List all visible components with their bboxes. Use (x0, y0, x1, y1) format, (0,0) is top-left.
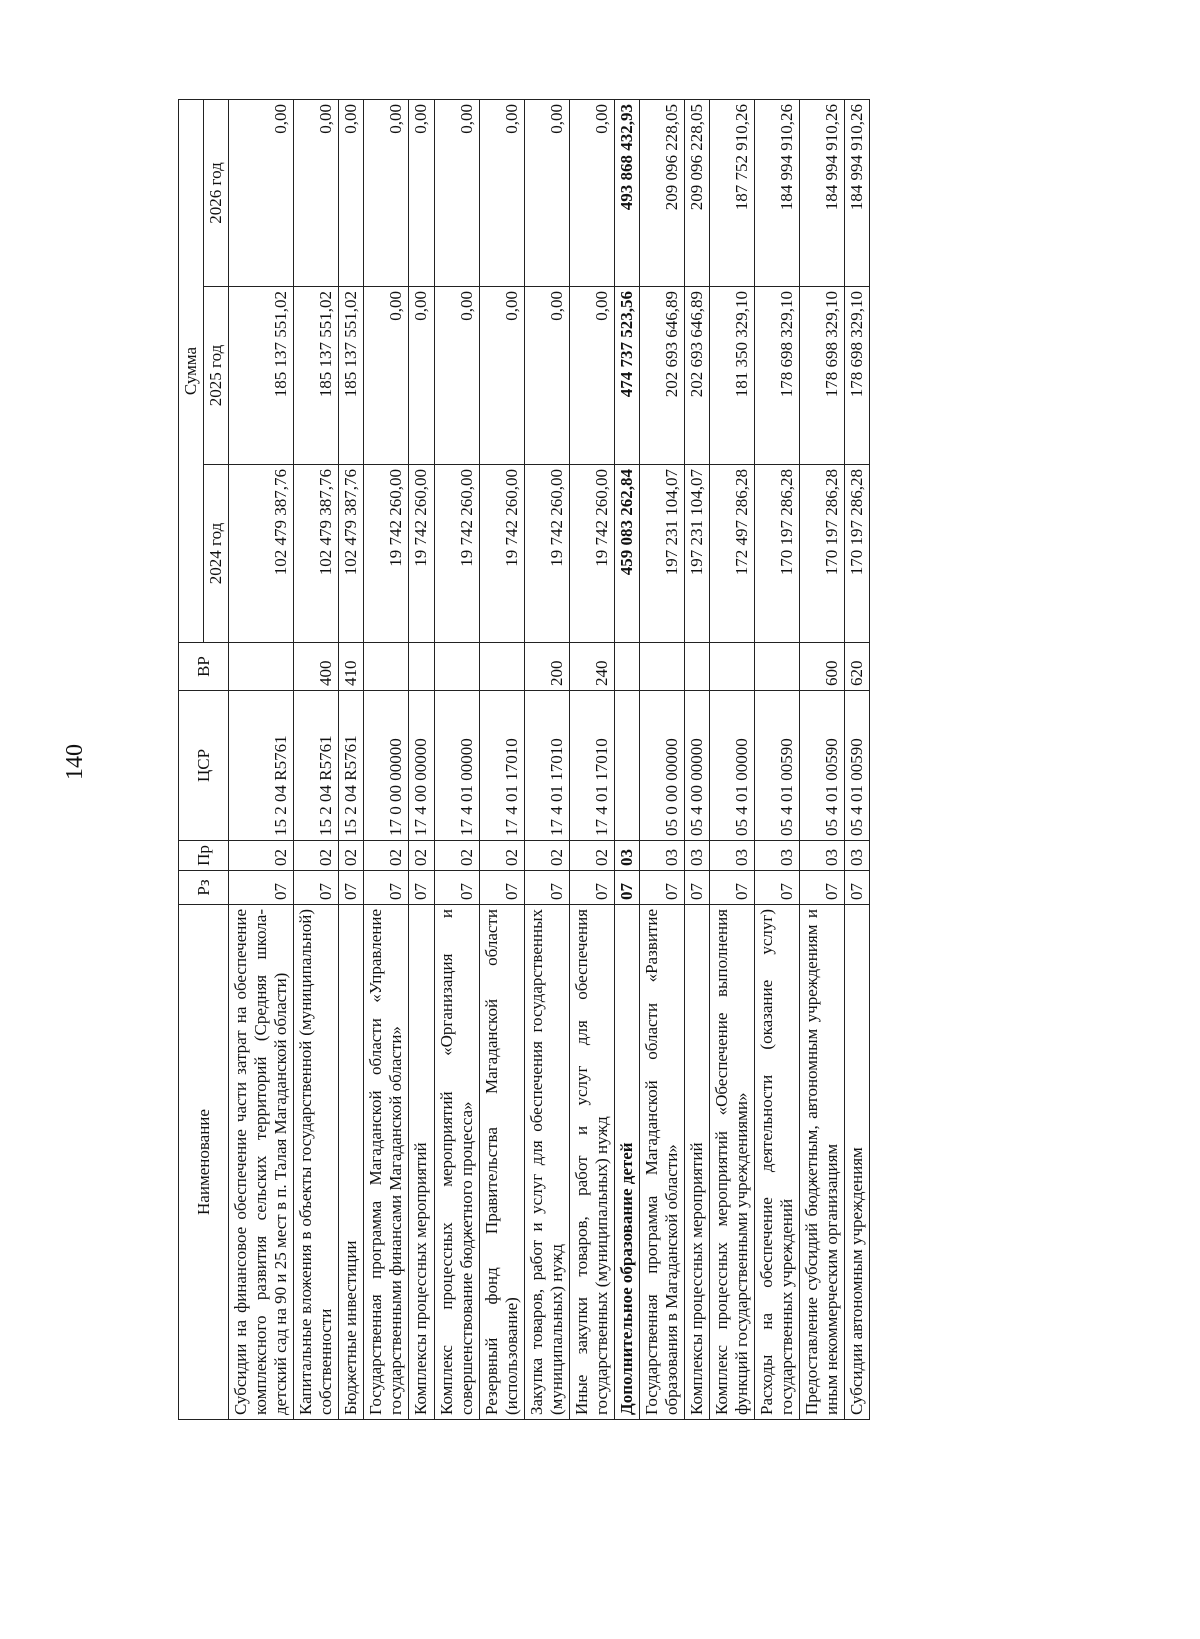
header-vr: ВР (179, 643, 229, 691)
cell-vr (229, 643, 294, 691)
cell-rz: 07 (569, 871, 614, 905)
cell-vr (364, 643, 409, 691)
cell-2024: 19 742 260,00 (479, 465, 524, 643)
cell-name: Государственная программа Магаданской области «Управление государственными финансами Магаданской области» (364, 905, 409, 1420)
cell-vr (710, 643, 755, 691)
cell-rz: 07 (845, 871, 870, 905)
cell-name: Комплекс процессных мероприятий «Организация и совершенствование бюджетного процесса» (434, 905, 479, 1420)
cell-rz: 07 (524, 871, 569, 905)
table-row (845, 100, 870, 1420)
cell-rz: 07 (614, 871, 639, 905)
cell-name: Бюджетные инвестиции (339, 905, 364, 1420)
cell-pr: 02 (524, 841, 569, 871)
cell-2024: 19 742 260,00 (364, 465, 409, 643)
cell-2024: 170 197 286,28 (845, 465, 870, 643)
cell-2025: 178 698 329,10 (845, 287, 870, 465)
cell-csr (614, 691, 639, 841)
header-sum: Сумма (179, 100, 204, 643)
cell-vr (755, 643, 800, 691)
cell-2025: 181 350 329,10 (710, 287, 755, 465)
cell-2026: 493 868 432,93 (614, 100, 639, 287)
cell-2026: 0,00 (229, 100, 294, 287)
cell-2025: 178 698 329,10 (755, 287, 800, 465)
cell-vr (434, 643, 479, 691)
header-2024: 2024 год (204, 465, 229, 643)
cell-rz: 07 (364, 871, 409, 905)
cell-csr: 15 2 04 R5761 (294, 691, 339, 841)
cell-2026: 0,00 (479, 100, 524, 287)
cell-2024: 19 742 260,00 (434, 465, 479, 643)
cell-pr: 02 (409, 841, 434, 871)
table-row (614, 100, 639, 1420)
cell-2025: 0,00 (479, 287, 524, 465)
cell-name: Комплексы процессных мероприятий (685, 905, 710, 1420)
cell-vr: 200 (524, 643, 569, 691)
cell-rz: 07 (639, 871, 684, 905)
cell-csr: 17 4 01 17010 (479, 691, 524, 841)
cell-vr (639, 643, 684, 691)
cell-2025: 185 137 551,02 (294, 287, 339, 465)
table-row (755, 100, 800, 1420)
cell-2024: 102 479 387,76 (294, 465, 339, 643)
cell-rz: 07 (409, 871, 434, 905)
cell-name: Субсидии на финансовое обеспечение части затрат на обеспечение комплексного развития сельских территорий (Средняя школа-детский сад на 90 и 25 мест в п. Талая Магаданской области) (229, 905, 294, 1420)
table-row (710, 100, 755, 1420)
header-name: Наименование (179, 905, 229, 1420)
cell-2026: 184 994 910,26 (800, 100, 845, 287)
cell-csr: 17 4 01 17010 (569, 691, 614, 841)
cell-vr (479, 643, 524, 691)
cell-csr: 05 4 00 00000 (685, 691, 710, 841)
cell-csr: 15 2 04 R5761 (229, 691, 294, 841)
cell-pr: 03 (755, 841, 800, 871)
cell-2024: 19 742 260,00 (569, 465, 614, 643)
table-row (685, 100, 710, 1420)
cell-2024: 102 479 387,76 (229, 465, 294, 643)
cell-name: Государственная программа Магаданской области «Развитие образования в Магаданской области» (639, 905, 684, 1420)
cell-vr: 620 (845, 643, 870, 691)
cell-2025: 185 137 551,02 (229, 287, 294, 465)
header-2026: 2026 год (204, 100, 229, 287)
table-row (229, 100, 294, 1420)
cell-vr: 400 (294, 643, 339, 691)
cell-csr: 17 4 01 17010 (524, 691, 569, 841)
cell-2024: 197 231 104,07 (685, 465, 710, 643)
cell-vr (685, 643, 710, 691)
header-row-1 (179, 100, 204, 1420)
table-row (800, 100, 845, 1420)
cell-2025: 185 137 551,02 (339, 287, 364, 465)
cell-csr: 17 4 01 00000 (434, 691, 479, 841)
cell-2026: 184 994 910,26 (755, 100, 800, 287)
cell-vr: 240 (569, 643, 614, 691)
cell-pr: 02 (364, 841, 409, 871)
cell-pr: 03 (614, 841, 639, 871)
cell-2024: 459 083 262,84 (614, 465, 639, 643)
cell-2025: 202 693 646,89 (685, 287, 710, 465)
cell-2025: 0,00 (409, 287, 434, 465)
cell-2026: 0,00 (409, 100, 434, 287)
cell-pr: 02 (479, 841, 524, 871)
table-row (409, 100, 434, 1420)
cell-pr: 03 (685, 841, 710, 871)
cell-2024: 170 197 286,28 (800, 465, 845, 643)
cell-name: Капитальные вложения в объекты государственной (муниципальной) собственности (294, 905, 339, 1420)
cell-vr (409, 643, 434, 691)
rotated-table-container (178, 100, 1018, 1420)
cell-name: Закупка товаров, работ и услуг для обеспечения государственных (муниципальных) нужд (524, 905, 569, 1420)
cell-rz: 07 (434, 871, 479, 905)
table-row (339, 100, 364, 1420)
cell-name: Предоставление субсидий бюджетным, автономным учреждениям и иным некоммерческим организациям (800, 905, 845, 1420)
page-number: 140 (62, 744, 88, 780)
cell-2026: 209 096 228,05 (639, 100, 684, 287)
cell-rz: 07 (800, 871, 845, 905)
cell-2024: 172 497 286,28 (710, 465, 755, 643)
cell-name: Субсидии автономным учреждениям (845, 905, 870, 1420)
cell-vr: 410 (339, 643, 364, 691)
cell-vr (614, 643, 639, 691)
cell-2026: 0,00 (434, 100, 479, 287)
table-row (524, 100, 569, 1420)
table-row (294, 100, 339, 1420)
table-row (569, 100, 614, 1420)
cell-pr: 02 (294, 841, 339, 871)
cell-2024: 197 231 104,07 (639, 465, 684, 643)
cell-2025: 0,00 (569, 287, 614, 465)
cell-vr: 600 (800, 643, 845, 691)
budget-table (178, 99, 870, 1420)
table-row (434, 100, 479, 1420)
header-rz: Рз (179, 871, 229, 905)
cell-2026: 0,00 (294, 100, 339, 287)
cell-2024: 19 742 260,00 (409, 465, 434, 643)
cell-2026: 0,00 (364, 100, 409, 287)
cell-pr: 03 (845, 841, 870, 871)
cell-name: Расходы на обеспечение деятельности (оказание услуг) государственных учреждений (755, 905, 800, 1420)
cell-2025: 178 698 329,10 (800, 287, 845, 465)
cell-rz: 07 (685, 871, 710, 905)
cell-name: Резервный фонд Правительства Магаданской области (использование) (479, 905, 524, 1420)
cell-2025: 202 693 646,89 (639, 287, 684, 465)
cell-name: Комплексы процессных мероприятий (409, 905, 434, 1420)
cell-pr: 03 (800, 841, 845, 871)
header-2025: 2025 год (204, 287, 229, 465)
cell-csr: 17 0 00 00000 (364, 691, 409, 841)
cell-csr: 17 4 00 00000 (409, 691, 434, 841)
cell-2026: 187 752 910,26 (710, 100, 755, 287)
cell-2026: 0,00 (524, 100, 569, 287)
cell-rz: 07 (339, 871, 364, 905)
cell-2026: 184 994 910,26 (845, 100, 870, 287)
cell-pr: 03 (710, 841, 755, 871)
cell-pr: 02 (569, 841, 614, 871)
cell-rz: 07 (755, 871, 800, 905)
cell-csr: 05 4 01 00590 (800, 691, 845, 841)
cell-csr: 05 0 00 00000 (639, 691, 684, 841)
cell-csr: 05 4 01 00590 (755, 691, 800, 841)
cell-name: Дополнительное образование детей (614, 905, 639, 1420)
cell-rz: 07 (479, 871, 524, 905)
table-body (229, 100, 870, 1420)
header-csr: ЦСР (179, 691, 229, 841)
cell-pr: 02 (339, 841, 364, 871)
cell-csr: 15 2 04 R5761 (339, 691, 364, 841)
cell-2025: 474 737 523,56 (614, 287, 639, 465)
cell-rz: 07 (710, 871, 755, 905)
cell-2026: 0,00 (569, 100, 614, 287)
table-row (479, 100, 524, 1420)
cell-2026: 0,00 (339, 100, 364, 287)
header-pr: Пр (179, 841, 229, 871)
cell-2026: 209 096 228,05 (685, 100, 710, 287)
cell-name: Иные закупки товаров, работ и услуг для обеспечения государственных (муниципальных) нужд (569, 905, 614, 1420)
cell-rz: 07 (229, 871, 294, 905)
cell-csr: 05 4 01 00000 (710, 691, 755, 841)
cell-pr: 03 (639, 841, 684, 871)
cell-2024: 102 479 387,76 (339, 465, 364, 643)
table-row (364, 100, 409, 1420)
cell-2025: 0,00 (524, 287, 569, 465)
cell-2025: 0,00 (434, 287, 479, 465)
cell-pr: 02 (229, 841, 294, 871)
cell-rz: 07 (294, 871, 339, 905)
cell-2024: 170 197 286,28 (755, 465, 800, 643)
table-row (639, 100, 684, 1420)
cell-pr: 02 (434, 841, 479, 871)
cell-csr: 05 4 01 00590 (845, 691, 870, 841)
cell-2024: 19 742 260,00 (524, 465, 569, 643)
cell-2025: 0,00 (364, 287, 409, 465)
cell-name: Комплекс процессных мероприятий «Обеспечение выполнения функций государственными учреждениями» (710, 905, 755, 1420)
